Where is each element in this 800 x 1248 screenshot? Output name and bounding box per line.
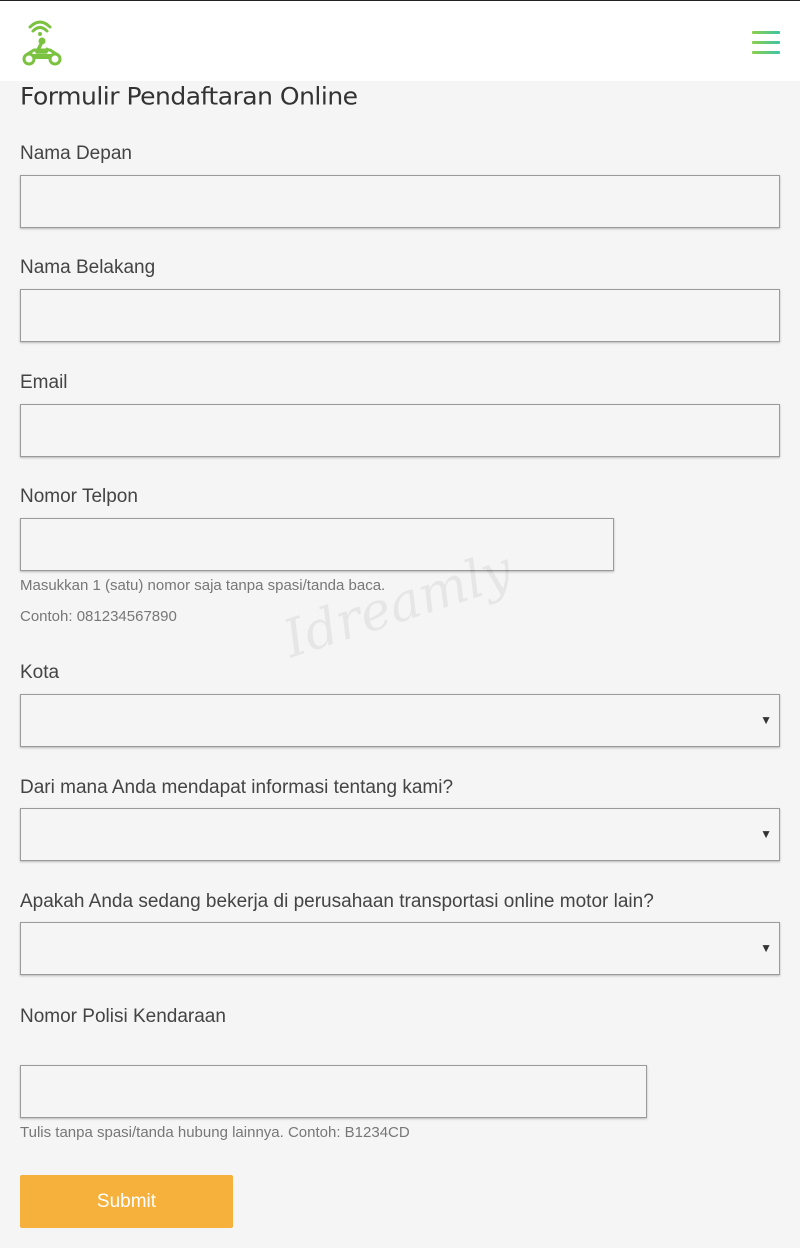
dropdown-arrow-icon: ▼ <box>760 941 772 955</box>
email-input[interactable] <box>20 404 780 457</box>
other-job-select[interactable] <box>20 922 780 975</box>
submit-button[interactable]: Submit <box>20 1175 233 1228</box>
watermark-text: Idreamly <box>276 540 520 670</box>
menu-line <box>752 41 780 44</box>
other-job-label: Apakah Anda sedang bekerja di perusahaan transportasi online motor lain? <box>20 891 654 912</box>
dropdown-arrow-icon: ▼ <box>760 713 772 727</box>
first-name-input[interactable] <box>20 175 780 228</box>
first-name-label: Nama Depan <box>20 143 132 164</box>
city-select[interactable] <box>20 694 780 747</box>
hamburger-menu-icon[interactable] <box>750 31 782 55</box>
plate-input[interactable] <box>20 1065 647 1118</box>
form-title: Formulir Pendaftaran Online <box>20 82 358 111</box>
phone-example-text: Contoh: 081234567890 <box>20 608 177 625</box>
source-select[interactable] <box>20 808 780 861</box>
city-label: Kota <box>20 662 60 683</box>
phone-label: Nomor Telpon <box>20 486 138 507</box>
menu-line <box>752 51 780 54</box>
plate-help-text: Tulis tanpa spasi/tanda hubung lainnya. Contoh: B1234CD <box>20 1124 410 1141</box>
phone-input[interactable] <box>20 518 614 571</box>
top-navbar <box>0 0 800 81</box>
last-name-label: Nama Belakang <box>20 257 156 278</box>
dropdown-arrow-icon: ▼ <box>760 827 772 841</box>
last-name-input[interactable] <box>20 289 780 342</box>
phone-help-text: Masukkan 1 (satu) nomor saja tanpa spasi/tanda baca. <box>20 577 386 594</box>
menu-line <box>752 31 780 34</box>
email-label: Email <box>20 372 68 393</box>
scooter-logo-icon[interactable] <box>20 17 64 67</box>
plate-label: Nomor Polisi Kendaraan <box>20 1006 226 1027</box>
source-label: Dari mana Anda mendapat informasi tentang kami? <box>20 777 454 798</box>
